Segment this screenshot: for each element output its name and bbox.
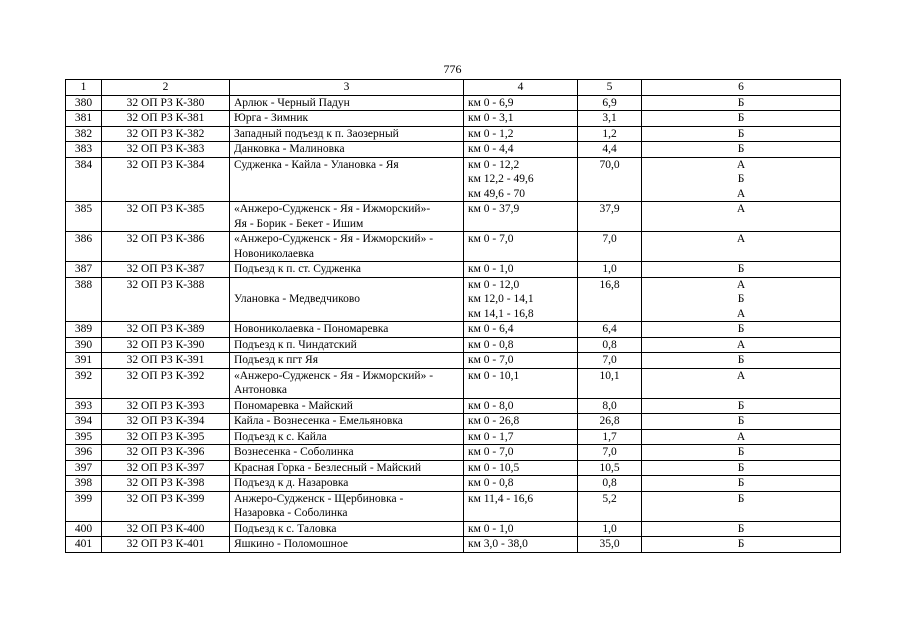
row-number: 401 [66,537,102,553]
km-range [464,232,578,262]
row-number: 395 [66,429,102,445]
road-length: 4,4 [578,142,642,158]
row-number: 382 [66,126,102,142]
road-name [230,277,464,322]
road-code: 32 ОП РЗ К-399 [102,491,230,521]
road-length: 1,2 [578,126,642,142]
road-name [230,476,464,492]
road-name-line: Подъезд к пгт Яя [234,354,319,366]
road-category [642,277,841,322]
road-name [230,337,464,353]
km-range [464,537,578,553]
km-range [464,322,578,338]
km-range-line: км 0 - 6,4 [468,323,514,335]
road-category [642,414,841,430]
road-category [642,476,841,492]
road-name [230,414,464,430]
road-length: 3,1 [578,111,642,127]
row-number: 383 [66,142,102,158]
km-range [464,202,578,232]
road-code: 32 ОП РЗ К-395 [102,429,230,445]
km-range-line: км 0 - 0,8 [468,477,514,489]
road-name-line: Судженка - Кайла - Улановка - Яя [234,158,399,171]
km-range [464,126,578,142]
km-range [464,262,578,278]
road-category [642,429,841,445]
road-name-line: Подъезд к с. Таловка [234,522,337,535]
km-range-line: км 12,0 - 14,1 [468,293,534,305]
road-category [642,368,841,398]
road-name-line: «Анжеро-Судженск - Яя - Ижморский» - [234,369,434,382]
km-range-line: км 11,4 - 16,6 [468,492,534,505]
road-name-line [234,278,459,293]
road-category-line: Б [737,538,745,550]
road-name [230,368,464,398]
km-range [464,95,578,111]
road-name [230,232,464,262]
road-name [230,429,464,445]
road-name-line: Анжеро-Судженск - Щербиновка - [234,492,404,505]
road-category-line: Б [737,446,745,458]
road-category-line: Б [737,263,745,275]
roads-table [65,79,841,553]
km-range [464,476,578,492]
road-name [230,126,464,142]
header-col-4: 4 [464,80,578,96]
row-number: 390 [66,337,102,353]
road-category-line: А [736,278,746,291]
header-col-2: 2 [102,80,230,96]
road-code: 32 ОП РЗ К-400 [102,521,230,537]
road-name [230,202,464,232]
road-category [642,95,841,111]
road-name-line: Новониколаевка [234,247,314,260]
km-range-line: км 0 - 3,1 [468,112,514,124]
road-name-line: Яя - Борик - Бекет - Ишим [234,217,364,230]
road-code: 32 ОП РЗ К-397 [102,460,230,476]
row-number: 394 [66,414,102,430]
table-row [66,353,841,369]
table-row [66,491,841,521]
km-range [464,445,578,461]
road-length: 5,2 [578,491,642,521]
row-number: 381 [66,111,102,127]
road-name [230,95,464,111]
row-number: 393 [66,398,102,414]
km-range [464,398,578,414]
km-range-line: км 0 - 1,2 [468,127,514,140]
road-name [230,111,464,127]
row-number: 384 [66,157,102,202]
table-row [66,414,841,430]
road-length: 1,0 [578,521,642,537]
road-category-line: Б [737,354,745,366]
road-name-line: Вознесенка - Соболинка [234,446,354,458]
road-name-line: Подъезд к п. Чиндатский [234,338,357,351]
km-range-line: км 0 - 7,0 [468,233,514,245]
road-category [642,537,841,553]
road-code: 32 ОП РЗ К-384 [102,157,230,202]
road-category [642,157,841,202]
road-length: 35,0 [578,537,642,553]
km-range-line: км 0 - 7,0 [468,354,514,366]
road-category-line: А [736,430,746,443]
road-code: 32 ОП РЗ К-383 [102,142,230,158]
table-row [66,521,841,537]
km-range [464,337,578,353]
road-name [230,445,464,461]
road-name-line: Улановка - Медведчиково [234,293,360,305]
km-range [464,142,578,158]
km-range [464,353,578,369]
road-name-line: Подъезд к д. Назаровка [234,477,349,489]
road-code: 32 ОП РЗ К-401 [102,537,230,553]
road-code: 32 ОП РЗ К-386 [102,232,230,262]
road-name [230,491,464,521]
row-number: 397 [66,460,102,476]
road-category [642,353,841,369]
header-col-6: 6 [642,80,841,96]
km-range-line: км 0 - 6,9 [468,96,514,109]
header-row [66,80,841,96]
road-category-line: А [736,369,746,382]
road-name-line: Пономаревка - Майский [234,399,353,412]
road-code: 32 ОП РЗ К-392 [102,368,230,398]
road-category [642,445,841,461]
road-name [230,262,464,278]
road-category-line: Б [737,522,745,535]
km-range-line: км 49,6 - 70 [468,187,525,200]
road-name [230,142,464,158]
road-code: 32 ОП РЗ К-390 [102,337,230,353]
table-row [66,95,841,111]
road-category-line: Б [737,96,745,109]
table-row [66,429,841,445]
km-range-line: км 0 - 0,8 [468,338,514,351]
row-number: 388 [66,277,102,322]
road-category-line: А [736,338,746,351]
road-category [642,337,841,353]
row-number: 396 [66,445,102,461]
road-name-line: Юрга - Зимник [234,112,309,124]
road-category-line: Б [737,477,745,489]
table-row [66,476,841,492]
km-range [464,414,578,430]
road-name-line: Подъезд к п. ст. Судженка [234,263,362,275]
road-length: 37,9 [578,202,642,232]
road-length: 8,0 [578,398,642,414]
road-name-line: «Анжеро-Судженск - Яя - Ижморский» - [234,233,434,245]
km-range-line: км 0 - 8,0 [468,399,514,412]
road-length: 70,0 [578,157,642,202]
road-code: 32 ОП РЗ К-394 [102,414,230,430]
road-code: 32 ОП РЗ К-381 [102,111,230,127]
road-code: 32 ОП РЗ К-393 [102,398,230,414]
road-code: 32 ОП РЗ К-389 [102,322,230,338]
road-code: 32 ОП РЗ К-398 [102,476,230,492]
km-range-line: км 0 - 1,0 [468,522,514,535]
road-category-line: Б [737,415,745,427]
road-code: 32 ОП РЗ К-382 [102,126,230,142]
header-col-3: 3 [230,80,464,96]
road-length: 0,8 [578,337,642,353]
road-length: 1,7 [578,429,642,445]
road-name [230,521,464,537]
km-range-line: км 3,0 - 38,0 [468,538,528,550]
row-number: 389 [66,322,102,338]
table-row [66,277,841,322]
road-category-line: Б [737,399,745,412]
road-code: 32 ОП РЗ К-387 [102,262,230,278]
road-category-line: Б [737,143,745,155]
road-name [230,460,464,476]
road-category-line: А [736,187,746,200]
road-length: 26,8 [578,414,642,430]
road-category [642,322,841,338]
km-range [464,368,578,398]
road-length: 7,0 [578,232,642,262]
road-name-line: Антоновка [234,384,287,396]
km-range-line: км 0 - 1,0 [468,263,514,275]
road-name-line: Яшкино - Поломошное [234,538,348,550]
road-length: 1,0 [578,262,642,278]
table-row [66,202,841,232]
table-row [66,111,841,127]
km-range [464,157,578,202]
road-name [230,537,464,553]
road-name [230,353,464,369]
km-range-line: км 0 - 10,1 [468,369,520,382]
header-col-5: 5 [578,80,642,96]
km-range-line: км 0 - 1,7 [468,430,514,443]
table-row [66,142,841,158]
km-range-line: км 0 - 37,9 [468,203,520,215]
road-category-line: Б [737,461,745,474]
road-name-line: Назаровка - Соболинка [234,507,348,519]
table-row [66,398,841,414]
road-category-line: А [736,233,746,245]
table-row [66,262,841,278]
road-category [642,232,841,262]
km-range [464,111,578,127]
road-length: 10,1 [578,368,642,398]
road-length: 6,4 [578,322,642,338]
table-row [66,157,841,202]
road-length: 16,8 [578,277,642,322]
km-range [464,429,578,445]
km-range-line: км 0 - 12,0 [468,278,520,291]
road-category-line: Б [737,323,745,335]
road-name-line: Арлюк - Черный Падун [234,96,350,109]
road-category-line: Б [737,127,745,140]
table-row [66,537,841,553]
km-range [464,460,578,476]
road-category-line: Б [737,492,745,505]
km-range-line: км 0 - 12,2 [468,158,520,171]
road-category [642,460,841,476]
km-range-line: км 0 - 7,0 [468,446,514,458]
road-category [642,142,841,158]
row-number: 386 [66,232,102,262]
road-category [642,202,841,232]
road-name-line: Западный подъезд к п. Заозерный [234,127,399,140]
row-number: 387 [66,262,102,278]
road-code: 32 ОП РЗ К-385 [102,202,230,232]
header-col-1: 1 [66,80,102,96]
road-name-line: «Анжеро-Судженск - Яя - Ижморский»- [234,203,431,215]
km-range-line: км 14,1 - 16,8 [468,307,534,320]
road-category [642,126,841,142]
road-category-line: Б [737,173,745,185]
road-code: 32 ОП РЗ К-380 [102,95,230,111]
km-range-line: км 0 - 26,8 [468,415,520,427]
road-name-line: Новониколаевка - Пономаревка [234,323,389,335]
km-range [464,277,578,322]
table-row [66,337,841,353]
road-category-line: А [736,203,746,215]
km-range-line: км 0 - 10,5 [468,461,520,474]
road-length: 10,5 [578,460,642,476]
road-category-line: Б [737,293,745,305]
road-length: 6,9 [578,95,642,111]
road-length: 7,0 [578,445,642,461]
table-row [66,232,841,262]
km-range [464,491,578,521]
row-number: 391 [66,353,102,369]
road-category-line: Б [737,112,745,124]
row-number: 385 [66,202,102,232]
road-name [230,157,464,202]
road-name [230,398,464,414]
road-name [230,322,464,338]
road-category [642,521,841,537]
road-name-line: Красная Горка - Безлесный - Майский [234,461,422,474]
row-number: 400 [66,521,102,537]
road-code: 32 ОП РЗ К-391 [102,353,230,369]
row-number: 392 [66,368,102,398]
road-name-line: Кайла - Вознесенка - Емельяновка [234,415,403,427]
road-category-line: А [736,307,746,320]
road-length: 7,0 [578,353,642,369]
km-range-line: км 0 - 4,4 [468,143,514,155]
table-row [66,460,841,476]
road-category [642,398,841,414]
table-row [66,322,841,338]
road-category [642,491,841,521]
row-number: 380 [66,95,102,111]
road-category-line: А [736,158,746,171]
road-code: 32 ОП РЗ К-396 [102,445,230,461]
road-name-line: Подъезд к с. Кайла [234,430,327,443]
road-length: 0,8 [578,476,642,492]
road-code: 32 ОП РЗ К-388 [102,277,230,322]
table-row [66,126,841,142]
row-number: 398 [66,476,102,492]
road-category [642,262,841,278]
road-name-line: Данковка - Малиновка [234,143,345,155]
km-range-line: км 12,2 - 49,6 [468,173,534,185]
table-row [66,445,841,461]
road-category [642,111,841,127]
page-number: 776 [443,62,462,76]
table-row [66,368,841,398]
km-range [464,521,578,537]
row-number: 399 [66,491,102,521]
